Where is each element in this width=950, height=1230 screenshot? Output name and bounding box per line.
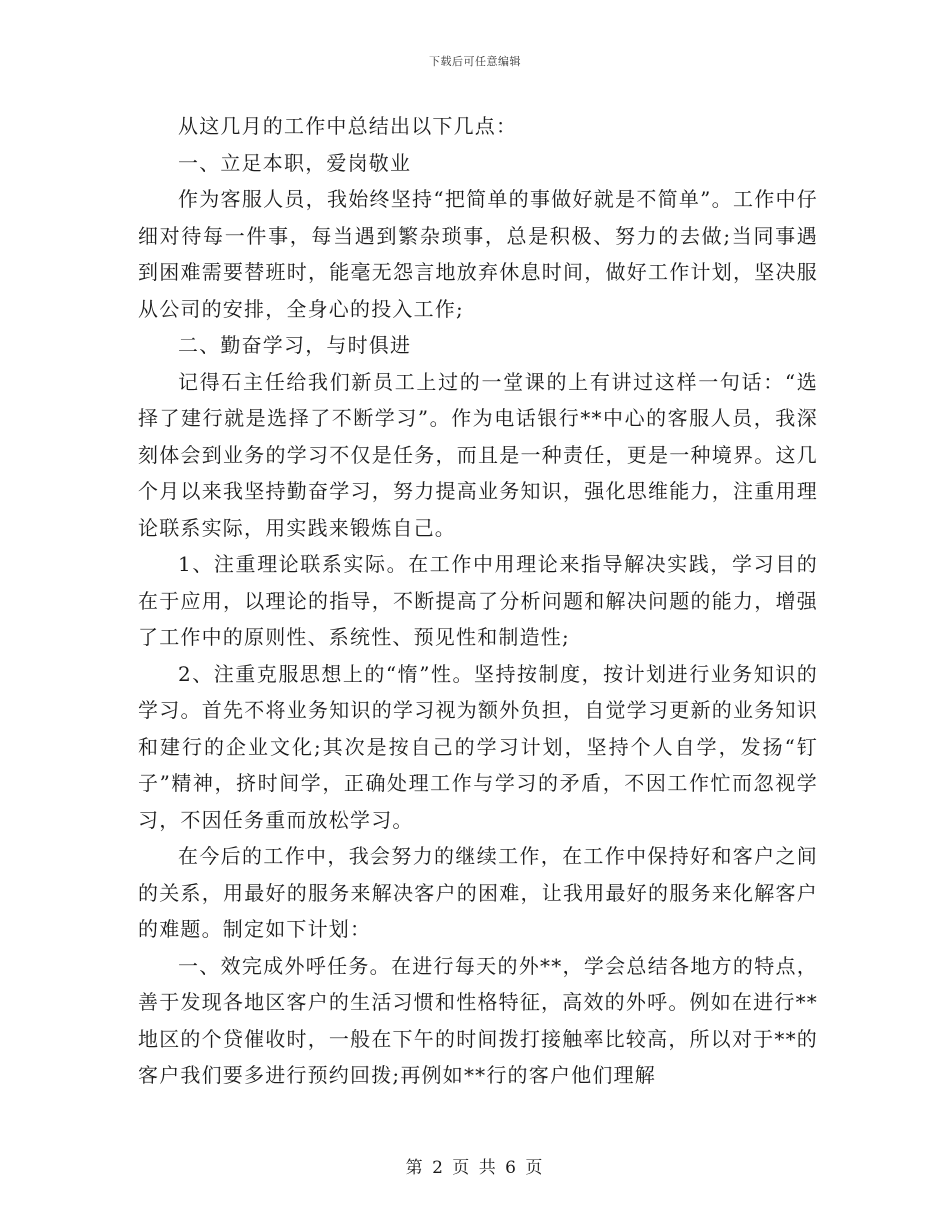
paragraph: 记得石主任给我们新员工上过的一堂课的上有讲过这样一句话：“选择了建行就是选择了不断学习”。作为电话银行**中心的客服人员，我深刻体会到业务的学习不仅是任务，而且是一种责任，更是一种境界。这几个月以来我坚持勤奋学习，努力提高业务知识，强化思维能力，注重用理论联系实际，用实践来锻炼自己。: [138, 369, 818, 540]
paragraph: 2、注重克服思想上的“惰”性。坚持按制度，按计划进行业务知识的学习。首先不将业务知识的学习视为额外负担，自觉学习更新的业务知识和建行的企业文化;其次是按自己的学习计划，坚持个人自学，发扬“钉子”精神，挤时间学，正确处理工作与学习的矛盾，不因工作忙而忽视学习，不因任务重而放松学习。: [138, 661, 818, 832]
section-heading: 一、立足本职，爱岗敬业: [178, 150, 412, 175]
paragraph: 在今后的工作中，我会努力的继续工作，在工作中保持好和客户之间的关系，用最好的服务来解决客户的困难，让我用最好的服务来化解客户的难题。制定如下计划：: [138, 844, 818, 941]
paragraph: 1、注重理论联系实际。在工作中用理论来指导解决实践，学习目的在于应用，以理论的指导，不断提高了分析问题和解决问题的能力，增强了工作中的原则性、系统性、预见性和制造性;: [138, 552, 818, 649]
page-number: 第 2 页 共 6 页: [405, 1158, 545, 1178]
header-note: 下载后可任意编辑: [429, 55, 521, 68]
paragraph: 作为客服人员，我始终坚持“把简单的事做好就是不简单”。工作中仔细对待每一件事，每当遇到繁杂琐事，总是积极、努力的去做;当同事遇到困难需要替班时，能毫无怨言地放弃休息时间，做好工作计划，坚决服从公司的安排，全身心的投入工作;: [138, 187, 818, 321]
paragraph: 一、效完成外呼任务。在进行每天的外**，学会总结各地方的特点，善于发现各地区客户的生活习惯和性格特征，高效的外呼。例如在进行**地区的个贷催收时，一般在下午的时间拨打接触率比较高，所以对于**的客户我们要多进行预约回拨;再例如**行的客户他们理解: [138, 953, 818, 1087]
document-body: [138, 108, 818, 1094]
paragraph: 从这几月的工作中总结出以下几点：: [178, 114, 518, 138]
section-heading: 二、勤奋学习，与时俱进: [178, 333, 412, 357]
